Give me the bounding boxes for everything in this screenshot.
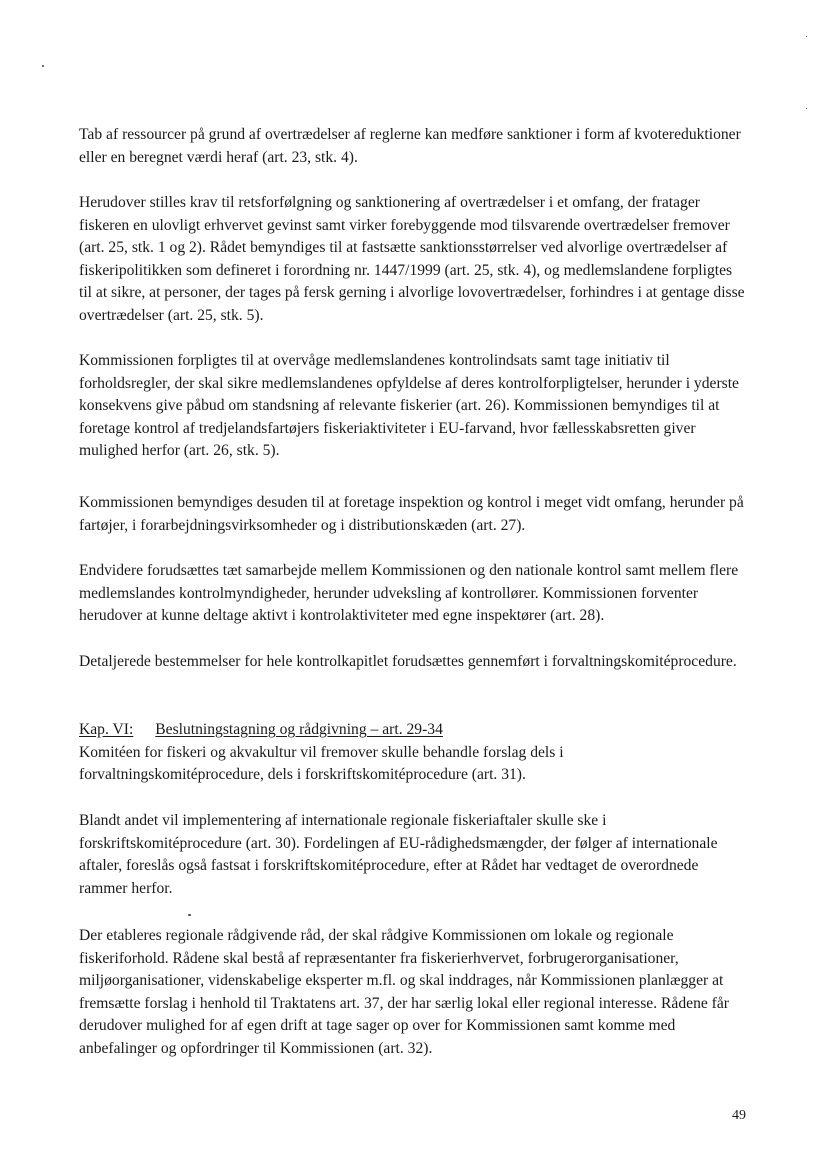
section-title: Beslutningstagning og rådgivning – art. 29-34 — [155, 721, 443, 738]
paragraph: Endvidere forudsættes tæt samarbejde mellem Kommissionen og den nationale kontrol samt mellem flere medlemslandes kontrolmyndigheder, herunder udveksling af kontrollører. Kommissionen forventer herudover at kunne deltage aktivt i kontrolaktiviteter med egne inspektører (art. 28). — [79, 562, 739, 625]
section-heading — [79, 719, 747, 742]
paragraph: Kommissionen forpligtes til at overvåge medlemslandenes kontrolindsats samt tage initiativ til forholdsregler, der skal sikre medlemslandenes opfyldelse af deres kontrolforpligtelser, herunder i yderste konsekvens give påbud om standsning af relevante fiskerier (art. 26). Kommissionen bemyndiges til at foretage kontrol af tredjelandsfartøjers fiskeriaktiviteter i EU-farvand, hvor fællesskabsretten giver mulighed herfor (art. 26, stk. 5). — [79, 352, 739, 460]
paragraph: Der etableres regionale rådgivende råd, der skal rådgive Kommissionen om lokale og regionale fiskeriforhold. Rådene skal bestå af repræsentanter fra fiskerierhvervet, forbrugerorganisationer, miljøorganisationer, videnskabelige eksperter m.fl. og skal inddrages, når Kommissionen planlægger at fremsætte forslag i henhold til Traktatens art. 37, der har særlig lokal eller regional interesse. Rådene får derudover mulighed for af egen drift at tage sager op over for Kommissionen samt komme med anbefalinger og opfordringer til Kommissionen (art. 32). — [79, 927, 729, 1057]
paragraph: Herudover stilles krav til retsforfølgning og sanktionering af overtrædelser i et omfang, der fratager fiskeren en ulovligt erhvervet gevinst samt virker forebyggende mod tilsvarende overtrædelser fremover (art. 25, stk. 1 og 2). Rådet bemyndiges til at fastsætte sanktionsstørrelser ved alvorlige overtrædelser af fiskeripolitikken som defineret i forordning nr. 1447/1999 (art. 25, stk. 4), og medlemslandene forpligtes til at sikre, at personer, der tages på fersk gerning i alvorlige lovovertrædelser, forhindres i at gentage disse overtrædelser (art. 25, stk. 5). — [79, 194, 745, 324]
section-heading-block — [79, 719, 747, 787]
scan-speck — [188, 914, 191, 916]
scan-speck — [806, 108, 807, 109]
scan-speck — [42, 65, 44, 67]
paragraph: Tab af ressourcer på grund af overtrædelser af reglerne kan medføre sanktioner i form af kvotereduktioner eller en beregnet værdi heraf (art. 23, stk. 4). — [79, 126, 741, 166]
section-text: Komitéen for fiskeri og akvakultur vil fremover skulle behandle forslag dels i forvaltningskomitéprocedure, dels i forskriftskomitéprocedure (art. 31). — [79, 743, 564, 784]
paragraph: Kommissionen bemyndiges desuden til at foretage inspektion og kontrol i meget vidt omfang, herunder på fartøjer, i forarbejdningsvirksomheder og i distributionskæden (art. 27). — [79, 494, 744, 534]
page-number: 49 — [732, 1108, 746, 1123]
paragraph: Blandt andet vil implementering af internationale regionale fiskeriaftaler skulle ske i forskriftskomitéprocedure (art. 30). Fordelingen af EU-rådighedsmængder, der følger af internationale aftaler, foreslås også fastsat i forskriftskomitéprocedure, efter at Rådet har vedtaget de overordnede rammer herfor. — [79, 812, 718, 897]
paragraph: Detaljerede bestemmelser for hele kontrolkapitlet forudsættes gennemført i forvaltningskomitéprocedure. — [79, 653, 737, 670]
scan-speck — [806, 36, 807, 37]
section-label: Kap. VI: — [79, 721, 134, 738]
